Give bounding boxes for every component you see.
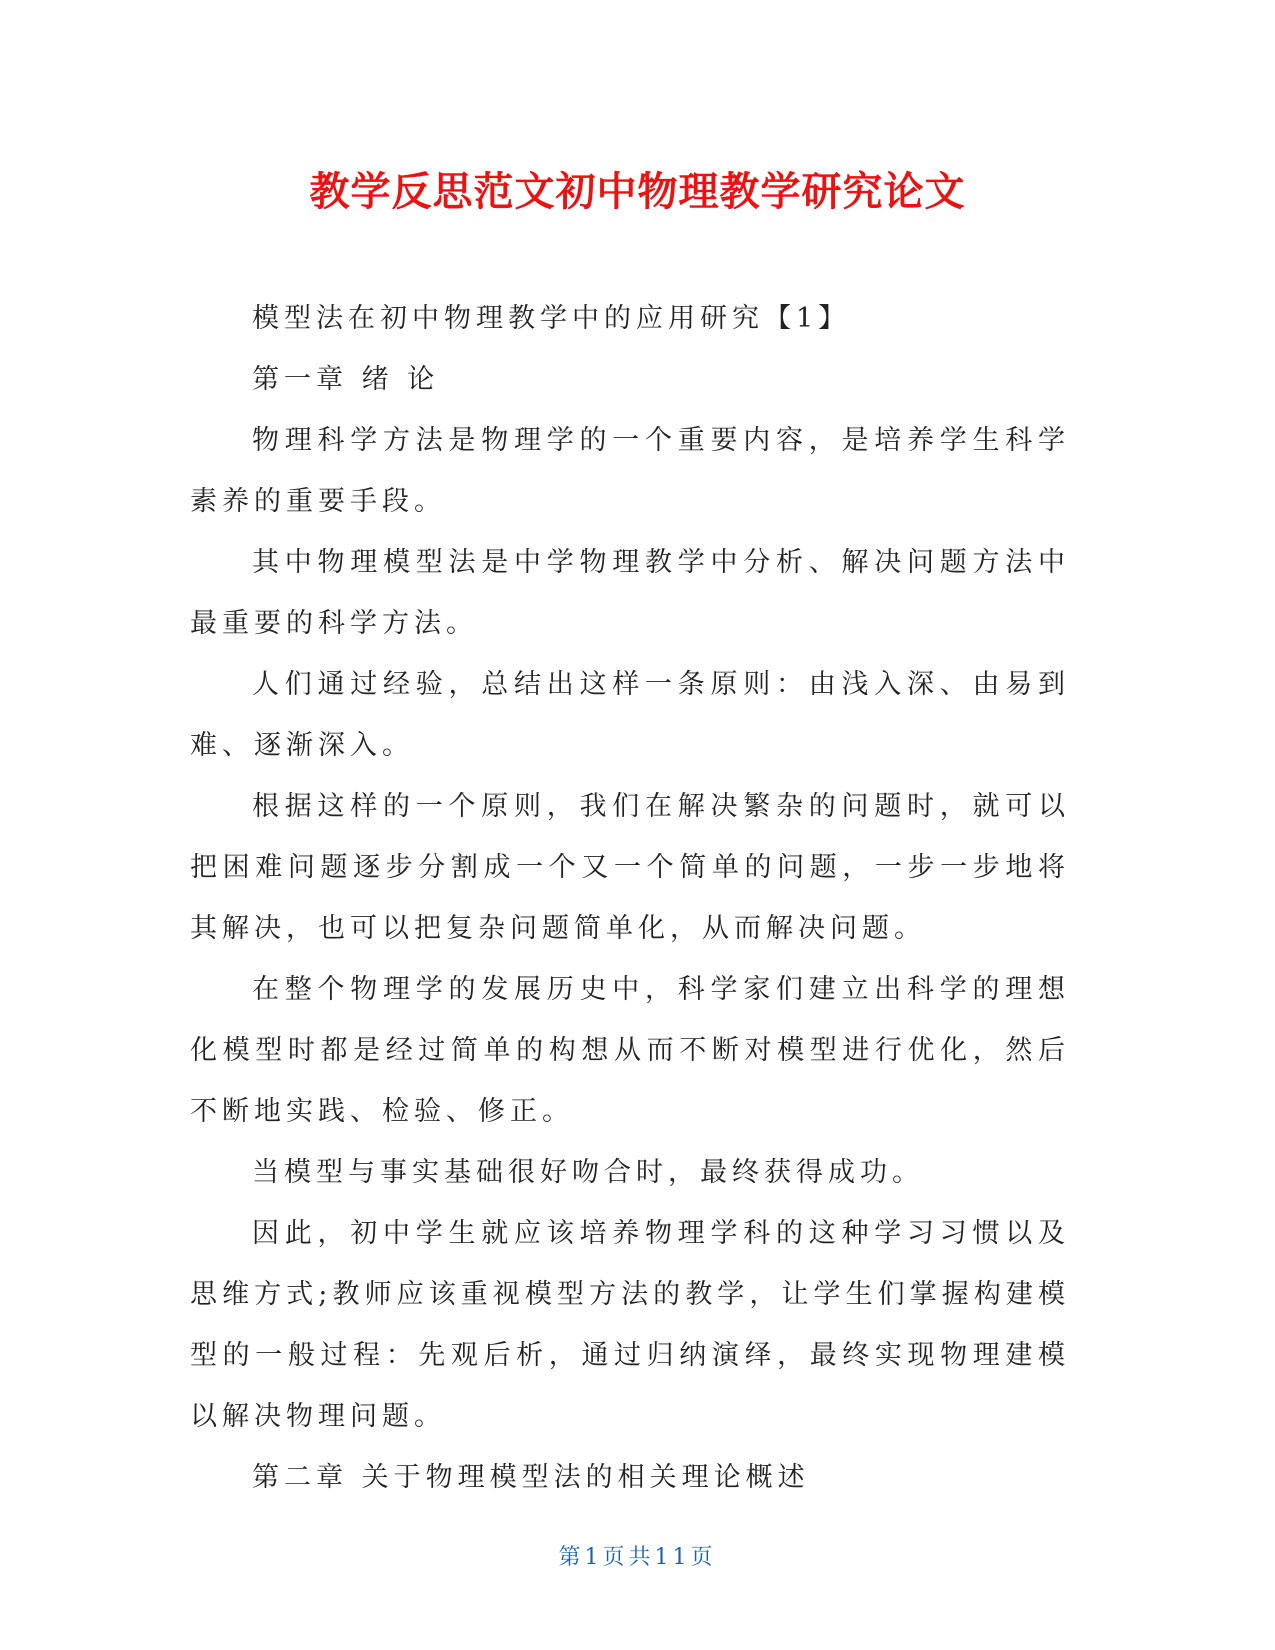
total-page-count: 11: [654, 1545, 691, 1570]
paragraph: 根据这样的一个原则，我们在解决繁杂的问题时，就可以把困难问题逐步分割成一个又一个简单的问题，一步一步地将其解决，也可以把复杂问题简单化，从而解决问题。: [190, 791, 1070, 944]
paragraph: 人们通过经验，总结出这样一条原则：由浅入深、由易到难、逐渐深入。: [190, 669, 1070, 761]
footer-suffix: 页: [690, 1545, 717, 1570]
footer-prefix: 第: [558, 1545, 585, 1570]
footer-total-word: 共: [628, 1545, 655, 1570]
paragraph: 因此，初中学生就应该培养物理学科的这种学习习惯以及思维方式;教师应该重视模型方法的教学，让学生们掌握构建模型的一般过程：先观后析，通过归纳演绎，最终实现物理建模以解决物理问题。: [190, 1218, 1070, 1432]
paragraph: 当模型与事实基础很好吻合时，最终获得成功。: [252, 1157, 924, 1188]
document-body: [190, 288, 1070, 1508]
chapter-heading: 第一章 绪 论: [252, 364, 440, 395]
paragraph: 在整个物理学的发展历史中，科学家们建立出科学的理想化模型时都是经过简单的构想从而不断对模型进行优化，然后不断地实践、检验、修正。: [190, 974, 1070, 1127]
page-footer: [0, 1540, 1275, 1571]
footer-page-word: 页: [602, 1545, 629, 1570]
paragraph: 模型法在初中物理教学中的应用研究【1】: [252, 303, 851, 334]
chapter-heading: 第二章 关于物理模型法的相关理论概述: [252, 1462, 810, 1493]
current-page-number: 1: [584, 1545, 603, 1570]
paragraph: 其中物理模型法是中学物理教学中分析、解决问题方法中最重要的科学方法。: [190, 547, 1070, 639]
document-title: 教学反思范文初中物理教学研究论文: [309, 169, 966, 215]
paragraph: 物理科学方法是物理学的一个重要内容，是培养学生科学素养的重要手段。: [190, 425, 1070, 517]
